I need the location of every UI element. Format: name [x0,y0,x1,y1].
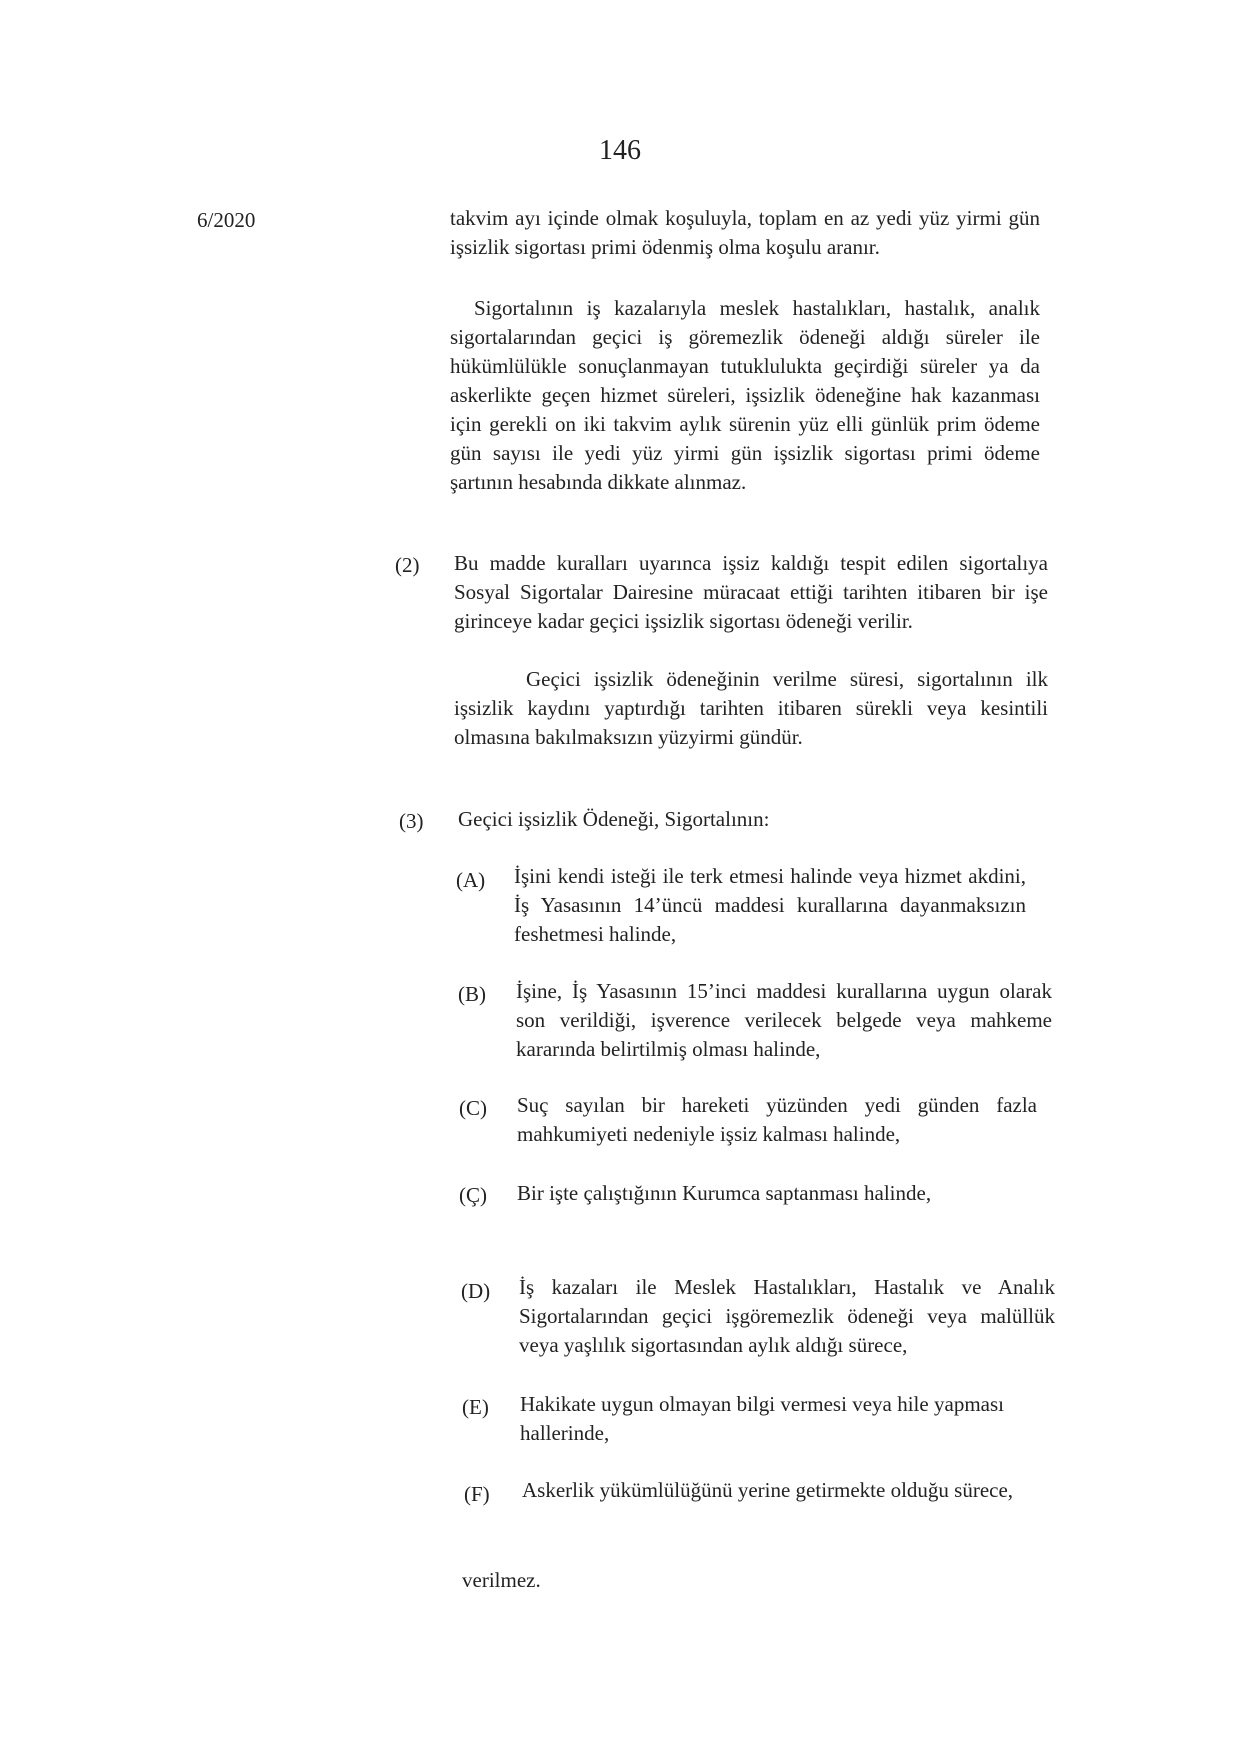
item-text: İşini kendi isteği ile terk etmesi halinde veya hizmet akdini, İş Yasasının 14’üncü maddesi kurallarına dayanmaksızın feshetmesi halinde, [514,864,1026,946]
item-label: (F) [464,1482,490,1506]
item-text: Suç sayılan bir hareketi yüzünden yedi günden fazla mahkumiyeti nedeniyle işsiz kalması halinde, [517,1093,1037,1146]
item-text: Hakikate uygun olmayan bilgi vermesi veya hile yapması hallerinde, [520,1392,1004,1445]
item-label: (A) [456,868,486,892]
margin-reference: 6/2020 [197,208,256,232]
clause-2-paragraph-1: Bu madde kuralları uyarınca işsiz kaldığı tespit edilen sigortalıya Sosyal Sigortalar Dairesine müracaat ettiği tarihten itibaren bir işe girinceye kadar geçici işsizlik sigortası ödeneği verilir. [454,551,1048,633]
item-label: (C) [459,1096,487,1120]
item-text: İş kazaları ile Meslek Hastalıkları, Hastalık ve Analık Sigortalarından geçici işgöremezlik ödeneği veya malüllük veya yaşlılık sigortasından aylık aldığı sürece, [519,1275,1055,1357]
item-text: Bir işte çalıştığının Kurumca saptanması halinde, [517,1181,932,1205]
item-label: (B) [458,982,486,1006]
item-label: (D) [461,1279,491,1303]
page-number: 146 [599,135,641,166]
clause-3-number: (3) [399,809,424,833]
clause-3-intro: Geçici işsizlik Ödeneği, Sigortalının: [458,807,770,831]
closing-word: verilmez. [462,1568,541,1592]
continuation-paragraph-2: Sigortalının iş kazalarıyla meslek hastalıkları, hastalık, analık sigortalarından geçici iş göremezlik ödeneği aldığı süreler ile hükümlülükle sonuçlanmayan tutuklulukta geçirdiği süreler ya da askerlikte geçen hizmet süreleri, işsizlik ödeneğine hak kazanması için gerekli on iki takvim aylık sürenin yüz elli günlük prim ödeme gün sayısı ile yedi yüz yirmi gün işsizlik sigortası primi ödeme şartının hesabında dikkate alınmaz. [450,296,1040,494]
item-label: (Ç) [459,1183,487,1207]
item-text: Askerlik yükümlülüğünü yerine getirmekte olduğu sürece, [522,1478,1014,1502]
continuation-paragraph: takvim ayı içinde olmak koşuluyla, toplam en az yedi yüz yirmi gün işsizlik sigortası primi ödenmiş olma koşulu aranır. [450,206,1040,259]
item-label: (E) [462,1395,489,1419]
clause-2-number: (2) [395,553,420,577]
item-text: İşine, İş Yasasının 15’inci maddesi kurallarına uygun olarak son verildiği, işverence verilecek belgede veya mahkeme kararında belirtilmiş olması halinde, [516,979,1052,1061]
clause-2-paragraph-2: Geçici işsizlik ödeneğinin verilme süresi, sigortalının ilk işsizlik kaydını yaptırdığı tarihten itibaren sürekli veya kesintili olmasına bakılmaksızın yüzyirmi gündür. [454,667,1048,749]
